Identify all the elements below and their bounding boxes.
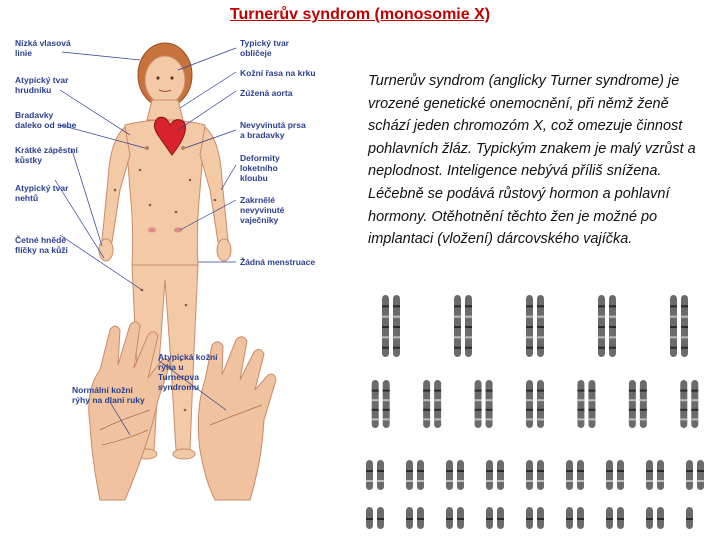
chromosome-band — [598, 336, 605, 338]
chromosome-band — [475, 390, 482, 392]
chromosome-band — [537, 390, 544, 392]
chromosome-band — [646, 518, 653, 520]
chromosome-band — [446, 470, 453, 472]
chromosome-band — [537, 409, 544, 411]
chromosome-band — [526, 518, 533, 520]
chromosome-band — [537, 326, 544, 328]
chromosome-band — [465, 316, 472, 318]
chromosome-band — [537, 347, 544, 349]
chromosome-band — [681, 347, 688, 349]
chromosome-band — [393, 326, 400, 328]
chromosome-band — [697, 470, 704, 472]
chromosome-band — [446, 480, 453, 482]
chromosome-band — [497, 470, 504, 472]
chromosome — [526, 380, 533, 428]
chromosome-band — [670, 305, 677, 307]
chromosome-band — [423, 418, 430, 420]
chromosome-band — [406, 480, 413, 482]
chromosome-band — [383, 418, 390, 420]
chromosome-band — [680, 390, 687, 392]
chromosome-band — [606, 518, 613, 520]
chromosome-band — [434, 399, 441, 401]
chromosome — [446, 460, 453, 490]
chromosome-band — [366, 480, 373, 482]
chromosome-band — [646, 470, 653, 472]
chromosome-band — [393, 347, 400, 349]
chromosome-band — [629, 399, 636, 401]
chromosome-band — [393, 316, 400, 318]
chromosome — [577, 460, 584, 490]
chromosome-band — [646, 480, 653, 482]
chromosome — [629, 380, 636, 428]
label-undeveloped-ovaries: Zakrnělé nevyvinuté vaječníky — [240, 195, 285, 225]
chromosome-band — [577, 409, 584, 411]
chromosome-band — [526, 470, 533, 472]
chromosome-band — [465, 347, 472, 349]
chromosome-band — [372, 409, 379, 411]
chromosome-band — [537, 305, 544, 307]
chromosome-band — [366, 470, 373, 472]
chromosome-band — [417, 518, 424, 520]
chromosome — [657, 460, 664, 490]
chromosome-band — [577, 480, 584, 482]
chromosome-band — [497, 480, 504, 482]
chromosome-band — [640, 390, 647, 392]
chromosome-band — [382, 316, 389, 318]
chromosome — [606, 460, 613, 490]
chromosome-band — [406, 518, 413, 520]
chromosome-band — [657, 480, 664, 482]
chromosome-band — [382, 347, 389, 349]
karyotype-chromosomes-icon — [345, 285, 720, 540]
chromosome-band — [372, 390, 379, 392]
chromosome-band — [680, 409, 687, 411]
chromosome-band — [383, 399, 390, 401]
chromosome-band — [372, 399, 379, 401]
chromosome-band — [681, 336, 688, 338]
chromosome-band — [393, 305, 400, 307]
chromosome-band — [486, 399, 493, 401]
chromosome-band — [657, 470, 664, 472]
chromosome — [691, 380, 698, 428]
chromosome-band — [588, 390, 595, 392]
chromosome-band — [423, 409, 430, 411]
chromosome-band — [629, 409, 636, 411]
chromosome-band — [526, 347, 533, 349]
chromosome — [588, 380, 595, 428]
chromosome-band — [640, 399, 647, 401]
chromosome-band — [577, 418, 584, 420]
chromosome-band — [617, 470, 624, 472]
chromosome-band — [434, 409, 441, 411]
chromosome-band — [598, 326, 605, 328]
chromosome — [537, 380, 544, 428]
label-no-menstruation: Žádná menstruace — [240, 257, 316, 267]
chromosome-band — [486, 390, 493, 392]
chromosome — [577, 380, 584, 428]
label-chest-shape: Atypický tvar hrudníku — [15, 75, 69, 95]
chromosome-band — [537, 470, 544, 472]
chromosome-band — [475, 418, 482, 420]
chromosome-band — [691, 390, 698, 392]
chromosome-band — [537, 418, 544, 420]
chromosome-band — [526, 316, 533, 318]
chromosome-band — [537, 316, 544, 318]
chromosome — [697, 460, 704, 490]
chromosome-band — [382, 305, 389, 307]
chromosome-band — [526, 336, 533, 338]
chromosome-band — [640, 418, 647, 420]
chromosome-band — [377, 518, 384, 520]
chromosome-band — [393, 336, 400, 338]
chromosome-band — [577, 470, 584, 472]
chromosome-band — [434, 418, 441, 420]
chromosome-band — [609, 316, 616, 318]
chromosome-band — [691, 409, 698, 411]
chromosome-band — [406, 470, 413, 472]
chromosome — [457, 460, 464, 490]
chromosome-band — [457, 518, 464, 520]
chromosome-band — [526, 399, 533, 401]
chromosome — [434, 380, 441, 428]
chromosome-band — [537, 518, 544, 520]
chromosome-band — [609, 305, 616, 307]
chromosome-band — [454, 336, 461, 338]
chromosome-band — [686, 480, 693, 482]
chromosome-band — [366, 518, 373, 520]
chromosome-band — [454, 326, 461, 328]
chromosome-band — [497, 518, 504, 520]
chromosome-band — [457, 470, 464, 472]
chromosome-band — [609, 336, 616, 338]
chromosome-band — [577, 390, 584, 392]
chromosome-band — [465, 305, 472, 307]
chromosome-band — [617, 518, 624, 520]
chromosome — [526, 460, 533, 490]
chromosome-band — [457, 480, 464, 482]
chromosome-band — [566, 470, 573, 472]
chromosome-band — [670, 347, 677, 349]
chromosome-band — [446, 518, 453, 520]
chromosome-band — [377, 480, 384, 482]
chromosome-band — [670, 316, 677, 318]
chromosome-band — [417, 480, 424, 482]
chromosome-band — [577, 518, 584, 520]
label-face-shape: Typický tvar obličeje — [240, 38, 289, 58]
chromosome-band — [691, 418, 698, 420]
chromosome-band — [588, 418, 595, 420]
chromosome-band — [629, 390, 636, 392]
chromosome-band — [617, 480, 624, 482]
chromosome-band — [606, 480, 613, 482]
chromosome-band — [598, 347, 605, 349]
chromosome-band — [454, 316, 461, 318]
chromosome-band — [377, 470, 384, 472]
chromosome — [366, 460, 373, 490]
chromosome-band — [526, 390, 533, 392]
chromosome-band — [526, 480, 533, 482]
label-low-hairline: Nízká vlasová linie — [15, 38, 71, 58]
chromosome-band — [598, 316, 605, 318]
chromosome — [566, 460, 573, 490]
chromosome-band — [465, 336, 472, 338]
label-neck-skinfold: Kožní řasa na krku — [240, 68, 316, 78]
chromosome-band — [686, 518, 693, 520]
chromosome-band — [383, 390, 390, 392]
chromosome-band — [566, 518, 573, 520]
chromosome-band — [537, 399, 544, 401]
chromosome — [486, 380, 493, 428]
slide-title: Turnerův syndrom (monosomie X) — [229, 6, 491, 23]
chromosome-band — [423, 399, 430, 401]
chromosome — [486, 460, 493, 490]
chromosome-band — [465, 326, 472, 328]
chromosome-band — [526, 326, 533, 328]
chromosome-band — [486, 518, 493, 520]
chromosome-band — [629, 418, 636, 420]
chromosome — [372, 380, 379, 428]
chromosome — [617, 460, 624, 490]
chromosome — [680, 380, 687, 428]
label-short-wrist-bones: Krátké zápěstní kůstky — [15, 145, 78, 165]
chromosome-band — [657, 518, 664, 520]
chromosome-band — [609, 347, 616, 349]
chromosome — [383, 380, 390, 428]
chromosome-band — [475, 409, 482, 411]
chromosome-band — [640, 409, 647, 411]
label-narrow-aorta: Zúžená aorta — [240, 88, 293, 98]
label-nail-shape: Atypický tvar nehtů — [15, 183, 69, 203]
label-nipples-apart: Bradavky daleko od sebe — [15, 110, 77, 130]
chromosome-band — [486, 418, 493, 420]
chromosome — [640, 380, 647, 428]
chromosome — [406, 460, 413, 490]
chromosome-band — [382, 336, 389, 338]
chromosome-band — [598, 305, 605, 307]
chromosome-band — [680, 399, 687, 401]
chromosome-band — [486, 470, 493, 472]
chromosome-band — [383, 409, 390, 411]
chromosome-band — [486, 480, 493, 482]
label-brown-spots: Četné hnědé flíčky na kůži — [15, 235, 68, 255]
chromosome-band — [681, 326, 688, 328]
chromosome-band — [423, 390, 430, 392]
chromosome-band — [454, 305, 461, 307]
chromosome-band — [681, 316, 688, 318]
chromosome-band — [526, 305, 533, 307]
chromosome-band — [537, 480, 544, 482]
label-elbow-deformity: Deformity loketního kloubu — [240, 153, 280, 183]
chromosome-band — [417, 470, 424, 472]
chromosome-band — [537, 336, 544, 338]
chromosome-band — [588, 399, 595, 401]
chromosome-band — [577, 399, 584, 401]
label-undeveloped-breasts: Nevyvinutá prsa a bradavky — [240, 120, 306, 140]
chromosome-band — [382, 326, 389, 328]
chromosome-band — [526, 418, 533, 420]
chromosome-band — [680, 418, 687, 420]
chromosome-band — [588, 409, 595, 411]
chromosome — [646, 460, 653, 490]
chromosome-band — [454, 347, 461, 349]
chromosome — [423, 380, 430, 428]
description-text: Turnerův syndrom (anglicky Turner syndrome) je vrozené genetické onemocnění, při němž ženě schází jeden chromozóm X, což omezuje činnost pohlavních žláz. Typickým znakem je malý vzrůst a neplodnost. Inteligence nebývá příliš snížena. Léčebně se podává růstový hormon a pohlavní hormony. Otěhotnění těchto žen je možné po implantaci (vložení) dárcovského vajíčka. — [368, 73, 696, 248]
label-atypical-palm-crease: Atypická kožní rýha u Turnerova syndromu — [158, 352, 218, 392]
chromosome — [497, 460, 504, 490]
chromosome — [537, 460, 544, 490]
chromosome-band — [526, 409, 533, 411]
chromosome-band — [681, 305, 688, 307]
label-normal-palm-creases: Normální kožní rýhy na dlani ruky — [72, 385, 145, 405]
chromosome-band — [486, 409, 493, 411]
chromosome-band — [566, 480, 573, 482]
chromosome-band — [606, 470, 613, 472]
chromosome-band — [670, 326, 677, 328]
chromosome-band — [686, 470, 693, 472]
chromosome-band — [475, 399, 482, 401]
chromosome-band — [670, 336, 677, 338]
chromosome-band — [691, 399, 698, 401]
chromosome — [377, 460, 384, 490]
chromosome-band — [372, 418, 379, 420]
body-illustration-icon — [0, 30, 330, 540]
chromosome — [686, 460, 693, 490]
chromosome — [417, 460, 424, 490]
chromosome-band — [609, 326, 616, 328]
chromosome — [475, 380, 482, 428]
chromosome-band — [697, 480, 704, 482]
chromosome-band — [434, 390, 441, 392]
